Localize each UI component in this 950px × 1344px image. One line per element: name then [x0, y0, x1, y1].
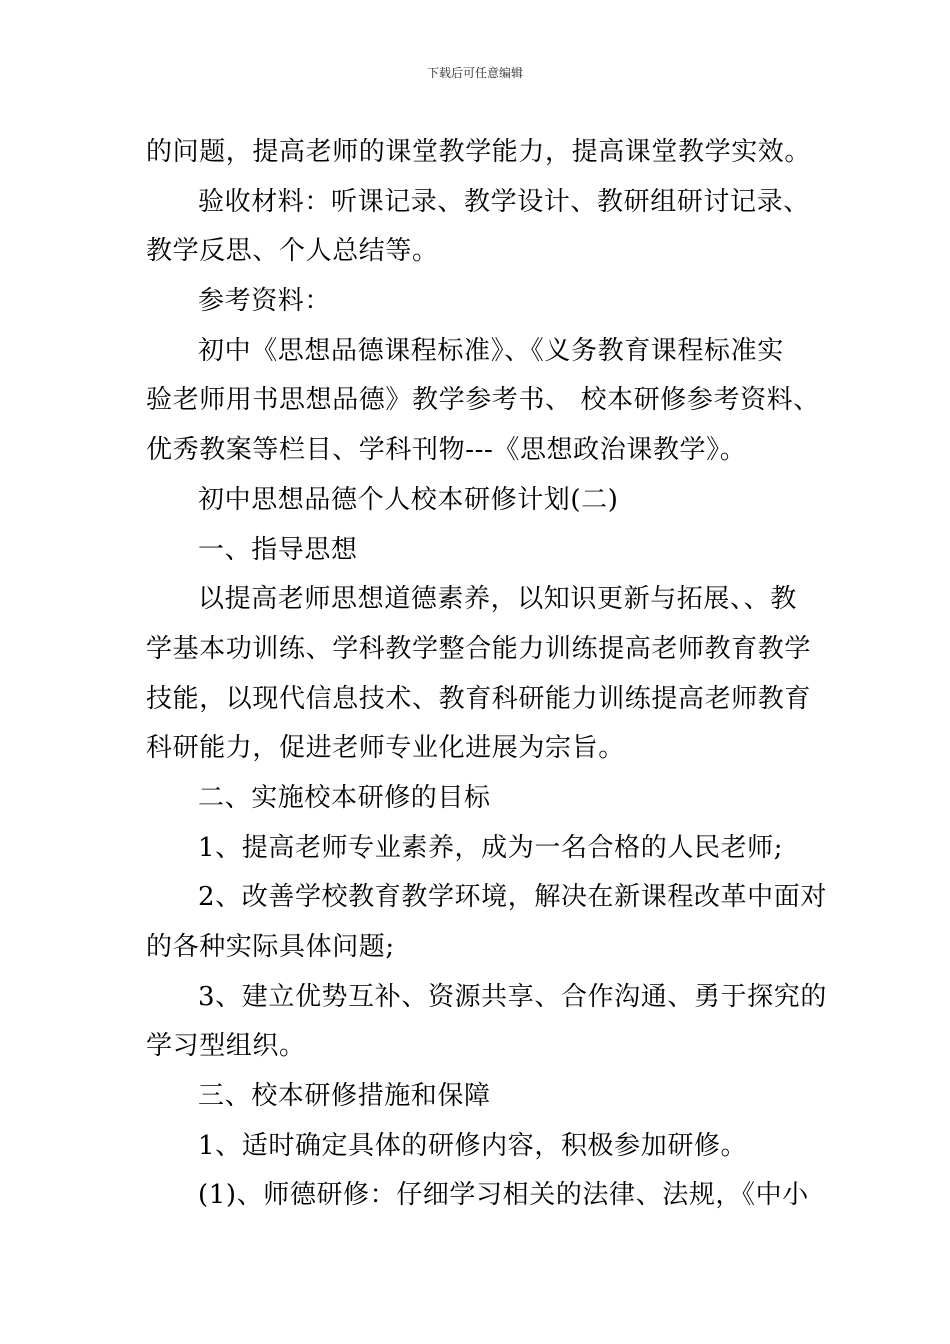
text-line-2: 验收材料：听课记录、教学设计、教研组研讨记录、: [198, 186, 810, 217]
text-line-7: 优秀教案等栏目、学科刊物---《思想政治课教学》。: [146, 435, 747, 466]
text-line-15: 1、提高老师专业素养，成为一名合格的人民老师;: [198, 832, 784, 863]
page-header: 下载后可任意编辑: [426, 66, 523, 80]
text-line-10: 以提高老师思想道德素养，以知识更新与拓展、、教: [198, 584, 797, 615]
text-line-22: (1)、师德研修：仔细学习相关的法律、法规，《中小: [198, 1180, 809, 1211]
text-line-4: 参考资料：: [198, 286, 332, 317]
text-line-3: 教学反思、个人总结等。: [146, 236, 439, 267]
heading-guiding-ideology: 一、指导思想: [198, 534, 358, 565]
heading-goals: 二、实施校本研修的目标: [198, 782, 491, 813]
text-line-12: 技能，以现代信息技术、教育科研能力训练提高老师教育: [146, 683, 812, 714]
text-line-5: 初中《思想品德课程标准》、《义务教育课程标准实: [198, 335, 784, 366]
text-line-17: 的各种实际具体问题;: [146, 932, 395, 962]
text-line-21: 1、适时确定具体的研修内容，积极参加研修。: [198, 1130, 748, 1161]
text-line-19: 学习型组织。: [146, 1031, 306, 1062]
text-line-11: 学基本功训练、学科教学整合能力训练提高老师教育教学: [146, 633, 812, 664]
text-line-16: 2、改善学校教育教学环境，解决在新课程改革中面对: [198, 882, 827, 913]
document-body: [146, 128, 827, 1221]
text-line-18: 3、建立优势互补、资源共享、合作沟通、勇于探究的: [198, 981, 827, 1012]
section-title: 初中思想品德个人校本研修计划(二): [198, 484, 619, 515]
text-line-6: 验老师用书思想品德》教学参考书、 校本研修参考资料、: [146, 385, 820, 416]
text-line-13: 科研能力，促进老师专业化进展为宗旨。: [146, 733, 625, 764]
heading-measures: 三、校本研修措施和保障: [198, 1081, 491, 1112]
text-line-1: 的问题，提高老师的课堂教学能力，提高课堂教学实效。: [146, 137, 812, 167]
